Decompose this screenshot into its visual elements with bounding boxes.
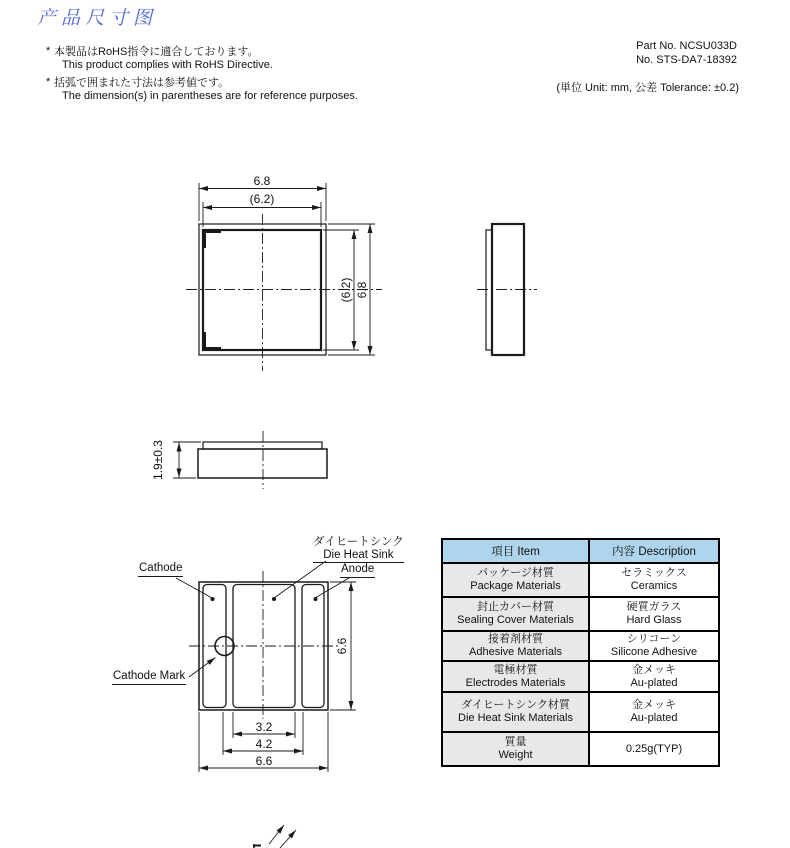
note-rohs-en: This product complies with RoHS Directive.	[62, 59, 273, 71]
die-heat-sink-label	[313, 536, 404, 563]
note-reference-en: The dimension(s) in parentheses are for reference purposes.	[62, 89, 358, 102]
note-rohs-jp: 本製品はRoHS指令に適合しております。	[54, 46, 259, 58]
item-en: Electrodes Materials	[465, 676, 566, 689]
item-jp: 接着剤材質	[488, 633, 543, 645]
desc-en: Au-plated	[630, 712, 678, 724]
desc-jp: 金メッキ	[632, 663, 676, 676]
note-bullet: *	[46, 75, 51, 88]
col-header-item: 項目 Item	[442, 539, 589, 563]
item-en: Sealing Cover Materials	[457, 614, 574, 626]
desc-en: Silicone Adhesive	[610, 646, 698, 658]
page-title: 产品尺寸图	[37, 7, 158, 29]
item-jp: パッケージ材質	[477, 567, 554, 579]
emission-arrow	[280, 830, 296, 848]
item-en: Adhesive Materials	[469, 646, 562, 658]
die-heat-sink-label-en: Die Heat Sink	[313, 549, 404, 563]
desc-jp: 0.25g(TYP)	[625, 742, 683, 755]
item-jp: 電極材質	[493, 663, 538, 676]
dim-thickness: 1.9±0.3	[151, 440, 165, 480]
anode-label: Anode	[340, 563, 375, 578]
col-header-description: 内容 Description	[589, 539, 719, 563]
dim-top-width: 6.8	[253, 174, 271, 188]
table-row	[442, 661, 719, 692]
item-jp: 封止カバー材質	[477, 601, 554, 613]
dim-pad-width: 3.2	[255, 720, 273, 734]
doc-number: No. STS-DA7-18392	[636, 53, 737, 66]
desc-jp: シリコーン	[626, 633, 682, 645]
table-row	[442, 732, 719, 766]
part-number: Part No. NCSU033D	[636, 40, 737, 52]
desc-jp: 金メッキ	[632, 699, 676, 711]
unit-tolerance-note: (単位 Unit: mm, 公差 Tolerance: ±0.2)	[556, 82, 739, 94]
item-en: Package Materials	[470, 580, 561, 592]
die-heat-sink-label-jp: ダイヒートシンク	[313, 536, 404, 548]
side-view	[477, 224, 537, 355]
desc-en: Ceramics	[630, 580, 678, 592]
table-row	[442, 631, 719, 661]
item-jp: 質量	[504, 736, 527, 748]
item-en: Weight	[498, 749, 533, 761]
front-view	[173, 431, 327, 489]
desc-en: Hard Glass	[626, 614, 682, 626]
dim-bottom-height: 6.6	[335, 637, 349, 655]
item-en: Die Heat Sink Materials	[458, 712, 573, 724]
desc-en: Au-plated	[630, 676, 678, 689]
cathode-mark-label: Cathode Mark	[112, 670, 186, 685]
dim-top-height-ref: (6.2)	[339, 277, 353, 303]
dim-top-height: 6.8	[355, 281, 369, 299]
table-header-row	[442, 539, 719, 563]
desc-jp: 硬質ガラス	[626, 601, 682, 613]
desc-jp: セラミックス	[621, 567, 687, 579]
dim-top-width-ref: (6.2)	[249, 192, 275, 206]
materials-table	[441, 538, 720, 767]
table-row	[442, 692, 719, 732]
emission-arrow	[269, 825, 284, 844]
table-row	[442, 563, 719, 597]
table-row	[442, 597, 719, 631]
cathode-label: Cathode	[138, 562, 183, 577]
dim-bottom-width: 6.6	[255, 754, 273, 768]
note-reference-jp: 括弧で囲まれた寸法は参考値です。	[54, 76, 230, 89]
note-bullet: *	[46, 45, 51, 57]
dim-pitch: 4.2	[255, 737, 273, 751]
item-jp: ダイヒートシンク材質	[461, 699, 570, 711]
internal-circuit-fragment	[253, 825, 296, 848]
